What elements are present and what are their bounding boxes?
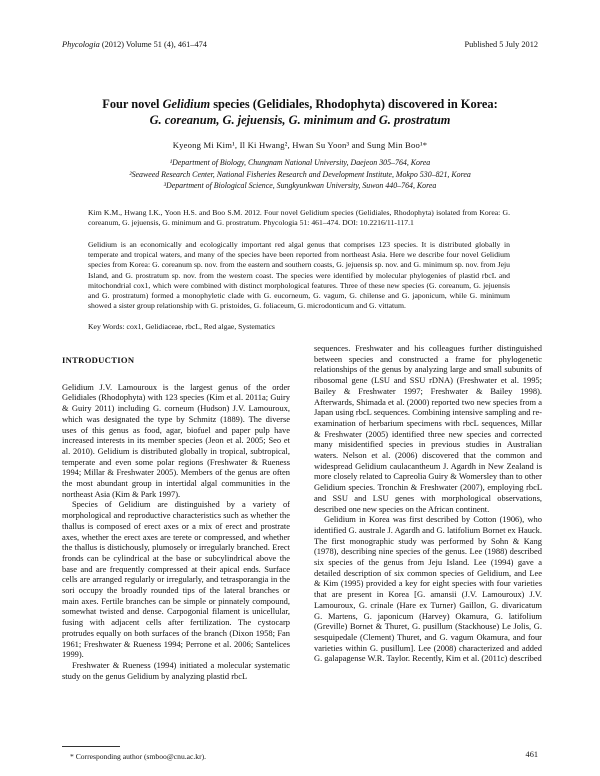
footnote-divider: [62, 746, 120, 747]
abstract: Gelidium is an economically and ecologically important red algal genus that comprises 123 species. It is distributed globally in temperate and tropical waters, and many of the species have been reported from northeast Asia. Here we describe four novel Gelidium species from Korea: G. coreanum sp. nov. from the eastern and southern coasts, G. jejuensis sp. nov. and G. minimum sp. nov. from Jeju Island, and G. prostratum sp. nov. from the western coast. The species were identified by molecular phylogenies of plastid rbcL and mitochondrial cox1, which were combined with distinct morphological features. Three of these new species (G. coreanum, G. jejuensis and G. prostratum) formed a monophyletic clade with G. eucorneum, G. vagum, G. chilense and G. japonicum, while G. minimum showed a sister group relationship with G. pristoides, G. foliaceum, G. microdonticum and G. vittatum.: [88, 240, 510, 311]
title-line-1: Four novel Gelidium species (Gelidiales, Rhodophyta) discovered in Korea:: [102, 97, 498, 111]
affiliation-1: ¹Department of Biology, Chungnam National University, Daejeon 305–764, Korea: [169, 158, 431, 167]
page-number: 461: [525, 750, 538, 759]
paragraph: sequences. Freshwater and his colleagues further distinguished between species and constructed a frame for phylogenetic relationships of the genus by analyzing large and small subunits of ribosomal gene (LSU and SSU rDNA) (Freshwater et al. 1995; Bailey & Freshwater 1997; Freshwater & Bailey 1998). Afterwards, Shimada et al. (2000) reported two new species from a Japan using rbcL sequences. Combining intensive sampling and re-examination of herbarium specimens with rbcL sequences, Millar & Freshwater (2005) identified three new species and corrected many misidentified species in previous studies in Australian waters. Nelson et al. (2006) discovered that the common and widespread Gelidium caulacantheum J. Agardh in New Zealand is more closely related to Capreolia Guiry & Womersley than to other Gelidium species. Tronchin & Freshwater (2007), employing rbcL and SSU and LSU genes with morphological observations, described one new species on the African continent.: [314, 343, 542, 514]
keywords: [88, 322, 510, 332]
publication-date: Published 5 July 2012: [464, 40, 538, 49]
author-list: Kyeong Mi Kim¹, Il Ki Hwang², Hwan Su Yoon³ and Sung Min Boo¹*: [172, 140, 428, 150]
section-heading-introduction: INTRODUCTION: [62, 355, 135, 365]
journal-volume: (2012) Volume 51 (4), 461–474: [101, 40, 207, 49]
affiliation-2: ²Seaweed Research Center, National Fisheries Research and Development Institute, Mokpo 530–821, Korea: [129, 169, 471, 179]
paragraph: Gelidium in Korea was first described by Cotton (1906), who identified G. australe J. Agardh and G. latifolium Bornet ex Hauck. The first monographic study was performed by Sohn & Kang (1978), describing nine species of the genus. Lee (1988) described six species of the genus from Jeju Island. Lee (1994) gave a detailed description of six common species of Gelidium, and Lee & Kim (1995) provided a key for eight species with four varieties that are present in Korea [G. amansii (J.V. Lamouroux) J.V. Lamouroux, G. crinale (Hare ex Turner) Gaillon, G. divaricatum G. Martens, G. japonicum (Harvey) Okamura, G. latifolium (Greville) Bornet & Thuret, G. pusillum (Stackhouse) Le Jolis, G. sesquipedale (Clement) Thuret, and G. vagum Okamura, and four varieties within G. pusillum]. Lee (2008) characterized and added G. galapagense W.R. Taylor. Recently, Kim et al. (2011c) described: [314, 514, 542, 664]
paragraph: Species of Gelidium are distinguished by a variety of morphological and reproductive characteristics such as whether the thallus is composed of erect axes or a mix of erect and prostrate axes, whether the erect axes are terete or compressed, and whether the thallus is distichously, plumosely or irregularly branched. Erect fronds can be cylindrical at the base or subcylindrical above the base and are frequently compressed at their apical ends. Surface cells are arranged regularly or irregularly, and tetrasporangia in the sori occupy the broadly rounded tips of the lateral branches or main axes. Fertile branches can be simple or pinnately compound, somewhat twisted and dense. Carpogonial filament is unicellular, fusing with adjacent cells after fertilization. The cystocarp protrudes equally on both surfaces of the branch (Dixon 1958; Fan 1961; Freshwater & Rueness 1994; Perrone et al. 2006; Santelices 1999).: [62, 499, 290, 660]
title-line-2: G. coreanum, G. jejuensis, G. minimum and G. prostratum: [149, 113, 451, 127]
paragraph: Freshwater & Rueness (1994) initiated a molecular systematic study on the genus Gelidium by analyzing plastid rbcL: [62, 659, 290, 681]
affiliations: [62, 157, 538, 192]
footnote: * Corresponding author (smboo@cnu.ac.kr).: [70, 752, 207, 761]
citation-block: Kim K.M., Hwang I.K., Yoon H.S. and Boo S.M. 2012. Four novel Gelidium species (Gelidiales, Rhodophyta) isolated from Korea: G. coreanum, G. jejuensis, G. minimum and G. prostratum. Phycologia 51: 461–474. DOI: 10.2216/11-117.1: [88, 208, 510, 228]
running-head: [62, 40, 538, 49]
left-column: [62, 355, 290, 681]
keywords-text: cox1, Gelidiaceae, rbcL, Red algae, Systematics: [126, 322, 275, 331]
article-title: [62, 96, 538, 128]
keywords-label: Key Words:: [88, 322, 125, 331]
affiliation-3: ³Department of Biological Science, Sungkyunkwan University, Suwon 440–764, Korea: [163, 181, 437, 190]
journal-citation: [62, 40, 207, 49]
paragraph: Gelidium J.V. Lamouroux is the largest genus of the order Gelidiales (Rhodophyta) with 123 species (Kim et al. 2011a; Guiry & Guiry 2011) including G. corneum (Hudson) J.V. Lamouroux, which was designated the type by Schmitz (1889). The diverse uses of this genus as food, agar, biofuel and paper pulp have increased interests in its member species (Jeon et al. 2005; Seo et al. 2010). Gelidium is distributed globally in tropical, subtropical, temperate and even some polar regions (Freshwater & Rueness 1994; Millar & Freshwater 2005). Members of the genus are often the most abundant group in intertidal algal communities in the northeast Asia (Kim & Park 1997).: [62, 381, 290, 499]
right-column: [314, 343, 542, 664]
journal-name: Phycologia: [62, 40, 100, 49]
